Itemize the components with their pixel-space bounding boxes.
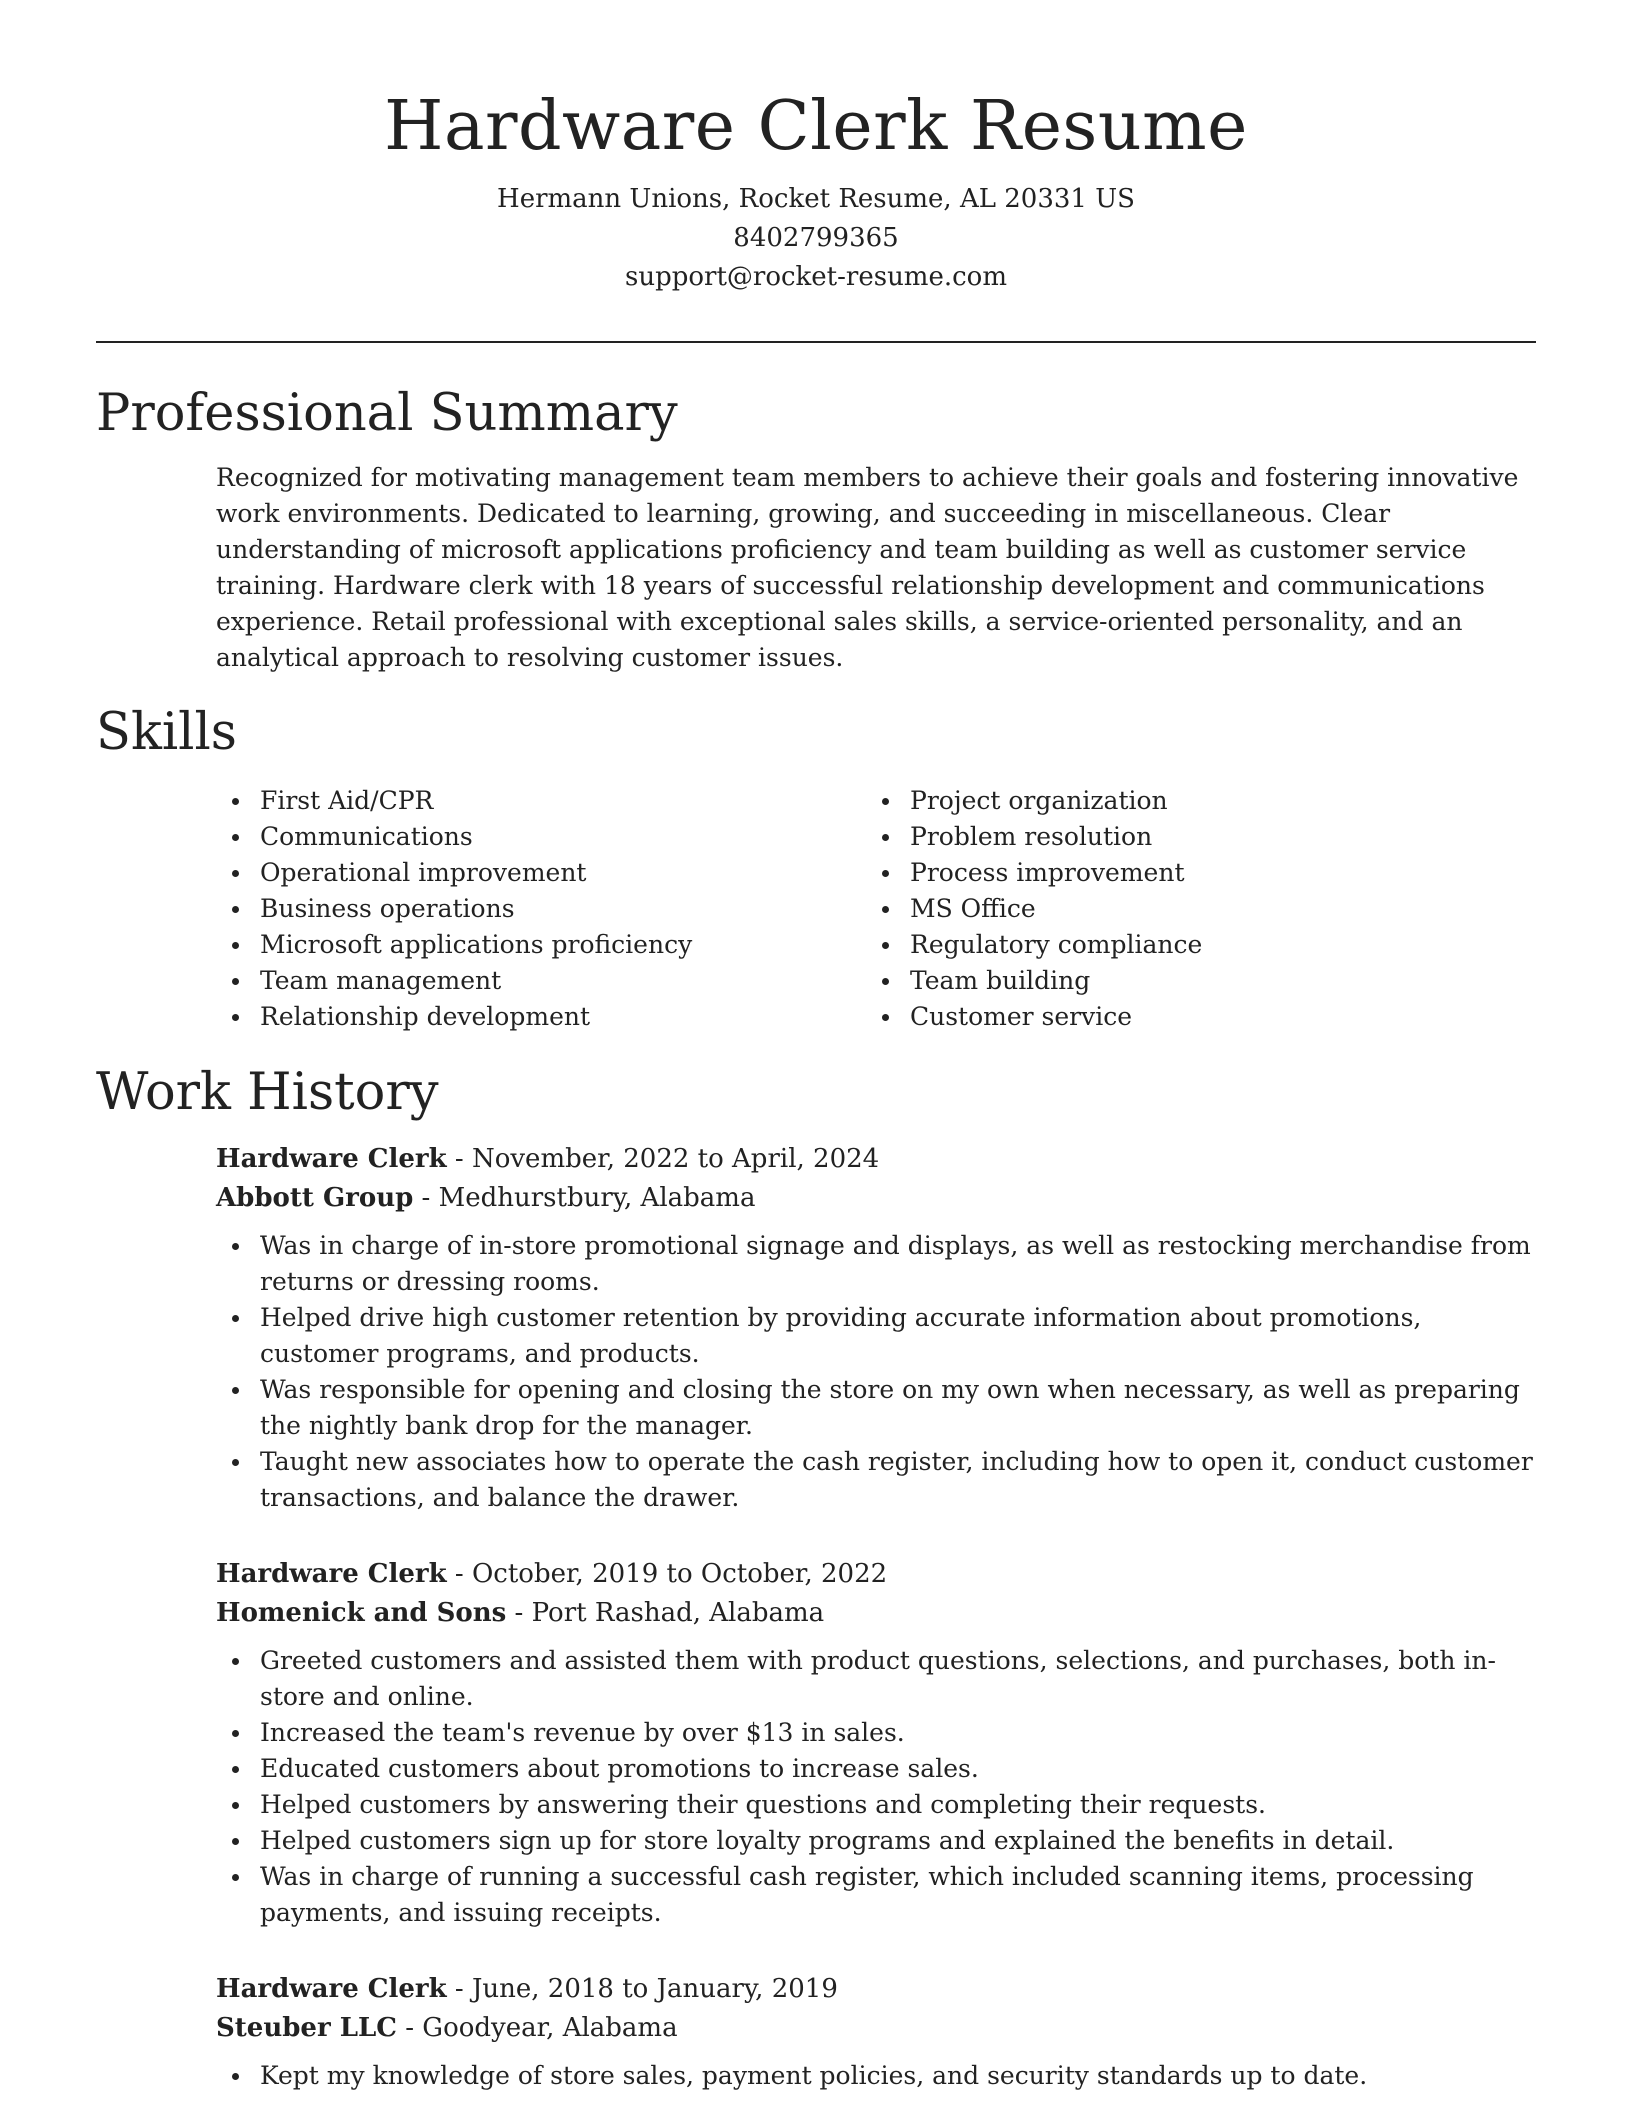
company-name: Steuber LLC [216,2013,397,2043]
separator: - [454,1974,472,2004]
skill-item: Team management [216,963,836,999]
skill-item: Operational improvement [216,855,836,891]
skills-list-right [866,783,1486,1035]
separator: - [454,1144,472,1174]
duties-list [216,2058,1536,2094]
duty-item: Helped drive high customer retention by providing accurate information about promotions, customer programs, and products. [216,1300,1536,1372]
phone: 8402799365 [733,223,899,253]
job-title-line [216,1970,1536,2009]
company-line [216,1179,1536,1218]
duty-item: Was in charge of running a successful cash register, which included scanning items, processing payments, and issuing receipts. [216,1859,1536,1931]
duty-item: Educated customers about promotions to increase sales. [216,1751,1536,1787]
skill-item: Business operations [216,891,836,927]
header-divider [96,341,1536,343]
skill-item: Microsoft applications proficiency [216,927,836,963]
job-entry [216,1140,1536,1516]
section-title-work-history: Work History [96,1063,439,1122]
job-entry [216,1555,1536,1931]
skill-item: Customer service [866,999,1486,1035]
job-dates: October, 2019 to October, 2022 [471,1559,888,1589]
skill-item: MS Office [866,891,1486,927]
separator: - [454,1559,472,1589]
duties-list [216,1643,1536,1931]
separator: - [405,2013,423,2043]
contact-info [96,180,1536,297]
company-name: Abbott Group [216,1183,414,1213]
skill-item: First Aid/CPR [216,783,836,819]
skill-item: Project organization [866,783,1486,819]
skill-item: Team building [866,963,1486,999]
job-dates: June, 2018 to January, 2019 [471,1974,838,2004]
duty-item: Was responsible for opening and closing the store on my own when necessary, as well as preparing the nightly bank drop for the manager. [216,1372,1536,1444]
job-dates: November, 2022 to April, 2024 [471,1144,880,1174]
skill-item: Relationship development [216,999,836,1035]
duty-item: Kept my knowledge of store sales, payment policies, and security standards up to date. [216,2058,1536,2094]
company-line [216,2009,1536,2048]
duty-item: Helped customers by answering their questions and completing their requests. [216,1787,1536,1823]
duty-item: Taught new associates how to operate the cash register, including how to open it, conduct customer transactions, and balance the drawer. [216,1444,1536,1516]
company-location: Goodyear, Alabama [422,2013,678,2043]
skill-item: Process improvement [866,855,1486,891]
resume-header [96,80,1536,297]
section-title-skills: Skills [96,703,237,762]
separator: - [514,1598,532,1628]
duty-item: Increased the team's revenue by over $13 in sales. [216,1715,1536,1751]
job-title-line [216,1140,1536,1179]
duty-item: Was in charge of in-store promotional signage and displays, as well as restocking merchandise from returns or dressing rooms. [216,1228,1536,1300]
skills-list-left [216,783,836,1035]
skill-item: Problem resolution [866,819,1486,855]
job-entry [216,1970,1536,2094]
resume-title: Hardware Clerk Resume [384,87,1248,166]
duty-item: Helped customers sign up for store loyalty programs and explained the benefits in detail. [216,1823,1536,1859]
job-title: Hardware Clerk [216,1974,447,2004]
address: Hermann Unions, Rocket Resume, AL 20331 US [497,184,1135,214]
summary-text: Recognized for motivating management team members to achieve their goals and fostering innovative work environments. Dedicated to learning, growing, and succeeding in miscellaneous. Clear understanding of microsoft applications proficiency and team building as well as customer service training. Hardware clerk with 18 years of successful relationship development and communications experience. Retail professional with exceptional sales skills, a service-oriented personality, and an analytical approach to resolving customer issues. [216,463,1519,672]
job-title-line [216,1555,1536,1594]
job-title: Hardware Clerk [216,1559,447,1589]
separator: - [421,1183,439,1213]
skill-item: Regulatory compliance [866,927,1486,963]
email: support@rocket-resume.com [624,262,1007,292]
company-location: Port Rashad, Alabama [531,1598,825,1628]
job-title: Hardware Clerk [216,1144,447,1174]
company-name: Homenick and Sons [216,1598,507,1628]
duty-item: Greeted customers and assisted them with product questions, selections, and purchases, both in-store and online. [216,1643,1536,1715]
section-title-summary: Professional Summary [96,384,678,443]
company-line [216,1594,1536,1633]
company-location: Medhurstbury, Alabama [438,1183,756,1213]
skill-item: Communications [216,819,836,855]
duties-list [216,1228,1536,1516]
